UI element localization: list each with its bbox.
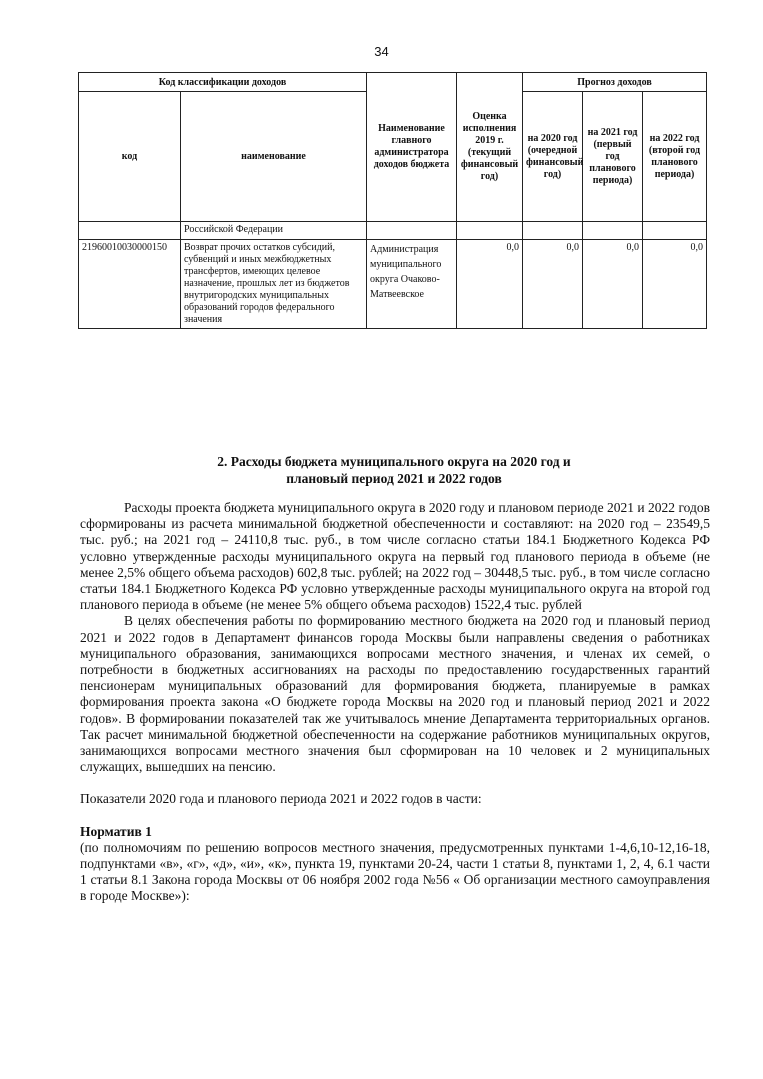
section-title-line-1: 2. Расходы бюджета муниципального округа на 2020 год и	[217, 454, 571, 469]
norm-title: Норматив 1	[80, 823, 152, 839]
cell-empty	[523, 222, 583, 240]
cell-empty	[583, 222, 643, 240]
header-code: код	[79, 92, 181, 222]
table-row-continuation	[79, 222, 707, 240]
header-2021: на 2021 год (первый год планового периода)	[583, 92, 643, 222]
header-code-group: Код классификации доходов	[79, 73, 367, 92]
cell-2022: 0,0	[643, 240, 707, 329]
norm-text: (по полномочиям по решению вопросов местного значения, предусмотренных пунктами 1-4,6,10-12,16-18, подпунктами «в», «г», «д», «и», «к», пункта 19, пунктами 20-24, части 1 статьи 8, пунктами 1, 2, 4, 6.1 части 1 статьи 8.1 Закона города Москвы от 06 ноября 2002 года №56 « Об организации местного самоуправления в городе Москве»):	[80, 839, 710, 904]
cell-name-continuation: Российской Федерации	[181, 222, 367, 240]
paragraph-budget-work: В целях обеспечения работы по формированию местного бюджета на 2020 год и плановый период 2021 и 2022 годов в Департамент финансов города Москвы были направлены сведения о работниках муниципального образования, занимающихся вопросами местного значения, и членах их семей, о потребности в бюджетных ассигнованиях на расходы по предоставлению государственных гарантий пенсионерам муниципальных образований для формирования бюджета, планируемые в рамках формирования проекта закона «О бюджете города Москвы на 2020 год и плановый период 2021 и 2022 годов». В формировании показателей так же учитывалось мнение Департамента территориальных органов. Так расчет минимальной бюджетной обеспеченности на содержание работников муниципальных округов, занимающихся вопросами местного значения был сформирован на 10 человек и 2 муниципальных служащих, вышедших на пенсию.	[80, 613, 710, 775]
header-admin: Наименование главного администратора доходов бюджета	[367, 73, 457, 222]
cell-empty	[457, 222, 523, 240]
paragraph-expenses: Расходы проекта бюджета муниципального округа в 2020 году и плановом периоде 2021 и 2022 годов сформированы из расчета минимальной бюджетной обеспеченности и составляют: на 2020 год – 23549,5 тыс. руб.; на 2021 год – 24110,8 тыс. руб., в том числе согласно статьи 184.1 Бюджетного Кодекса РФ условно утвержденные расходы муниципального округа на первый год планового периода в объеме (не менее 2,5% общего объема расходов) 602,8 тыс. рублей; на 2022 год – 30448,5 тыс. руб., в том числе согласно статьи 184.1 Бюджетного Кодекса РФ условно утвержденные расходы муниципального округа на второй год планового периода в объеме (не менее 5% общего объема расходов) 1522,4 тыс. рублей	[80, 500, 710, 613]
cell-2021: 0,0	[583, 240, 643, 329]
cell-empty	[79, 222, 181, 240]
table-header-row-1	[79, 73, 707, 92]
header-estimate: Оценка исполнения 2019 г. (текущий финансовый год)	[457, 73, 523, 222]
cell-code: 21960010030000150	[79, 240, 181, 329]
paragraph-indicators: Показатели 2020 года и планового периода 2021 и 2022 годов в части:	[80, 791, 482, 807]
header-2022: на 2022 год (второй год планового периода)	[643, 92, 707, 222]
cell-empty	[367, 222, 457, 240]
cell-admin: Администрация муниципального округа Очаково-Матвеевское	[367, 240, 457, 329]
revenue-forecast-table	[78, 72, 707, 329]
header-2020: на 2020 год (очередной финансовый год)	[523, 92, 583, 222]
section-title-line-2: плановый период 2021 и 2022 годов	[286, 471, 502, 486]
cell-estimate: 0,0	[457, 240, 523, 329]
cell-empty	[643, 222, 707, 240]
table-row	[79, 240, 707, 329]
body-text	[80, 500, 710, 905]
cell-2020: 0,0	[523, 240, 583, 329]
header-name: наименование	[181, 92, 367, 222]
section-title	[80, 453, 708, 487]
header-forecast-group: Прогноз доходов	[523, 73, 707, 92]
page-number: 34	[374, 44, 389, 59]
cell-name: Возврат прочих остатков субсидий, субвенций и иных межбюджетных трансфертов, имеющих целевое назначение, прошлых лет из бюджетов внутригородских муниципальных образований городов федерального значения	[181, 240, 367, 329]
